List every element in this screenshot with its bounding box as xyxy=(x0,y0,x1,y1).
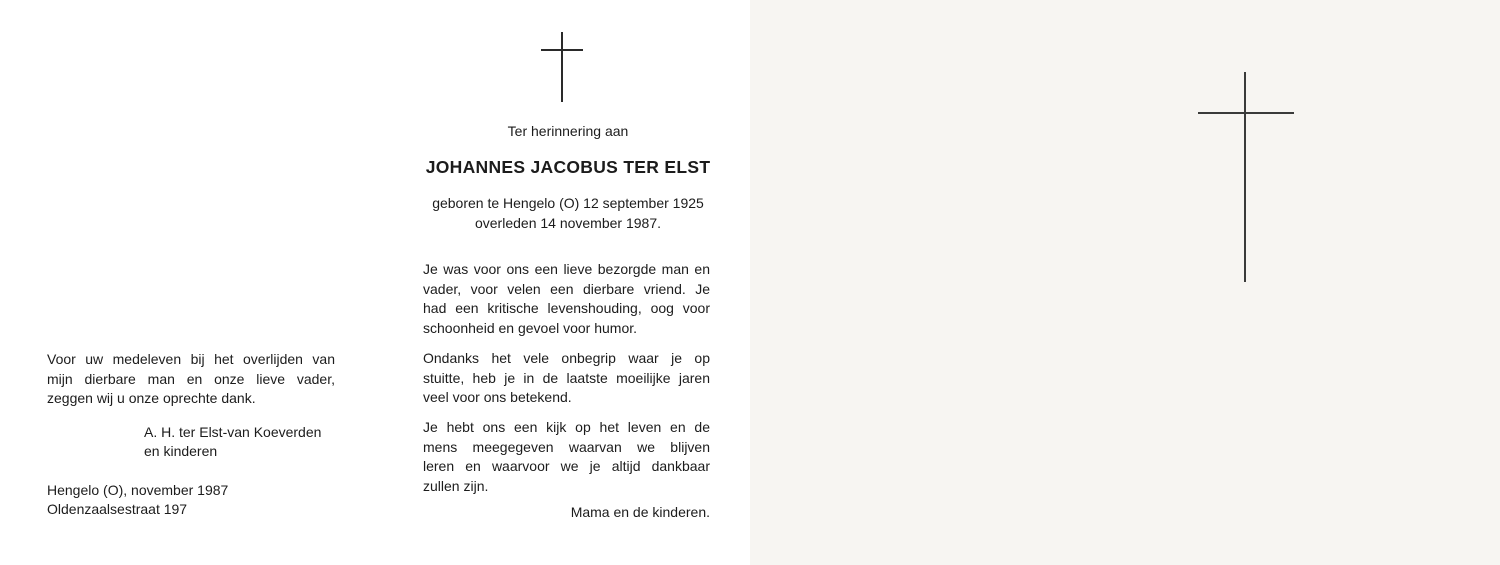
poem-line: schoonheid en gevoel voor humor. xyxy=(423,319,638,336)
poem-line: Je hebt ons een kijk op het leven en de xyxy=(423,419,710,435)
thanks-line: mijn dierbare man en onze lieve vader, xyxy=(47,370,335,387)
place-date: Hengelo (O), november 1987 xyxy=(47,482,229,498)
poem-line: stuitte, heb je in de laatste moeilijke jaren xyxy=(423,369,710,386)
birth-line: geboren te Hengelo (O) 12 september 1925 xyxy=(432,195,704,211)
poem-line: leren en waarvoor we je altijd dankbaar xyxy=(423,458,710,475)
poem-line: zullen zijn. xyxy=(423,477,489,494)
poem-stanza xyxy=(423,260,710,338)
poem-line: had een kritische levenshouding, oog voor xyxy=(423,300,710,317)
intro-text: Ter herinnering aan xyxy=(507,123,629,139)
cross-icon xyxy=(541,32,583,102)
thanks-message xyxy=(47,350,335,409)
card-cover-panel xyxy=(750,0,1500,565)
thanks-line: zeggen wij u onze oprechte dank. xyxy=(47,390,256,407)
poem-signature: Mama en de kinderen. xyxy=(570,504,710,520)
poem-stanza xyxy=(423,349,710,408)
poem-line: mens meegegeven waarvan we blijven xyxy=(423,438,710,455)
thanks-line: Voor uw medeleven bij het overlijden van xyxy=(47,351,335,367)
poem-line: veel voor ons betekend. xyxy=(423,389,572,406)
family-name: A. H. ter Elst-van Koeverden xyxy=(144,424,322,440)
poem-line: Je was voor ons een lieve bezorgde man en xyxy=(423,261,710,277)
cross-icon xyxy=(1198,72,1294,282)
death-line: overleden 14 november 1987. xyxy=(474,215,662,231)
family-children: en kinderen xyxy=(144,443,218,459)
poem-stanza xyxy=(423,418,710,496)
address: Oldenzaalsestraat 197 xyxy=(47,501,188,517)
deceased-name: JOHANNES JACOBUS TER ELST xyxy=(425,157,711,177)
poem-line: vader, voor velen een dierbare vriend. Je xyxy=(423,280,710,297)
poem-line: Ondanks het vele onbegrip waar je op xyxy=(423,350,710,366)
